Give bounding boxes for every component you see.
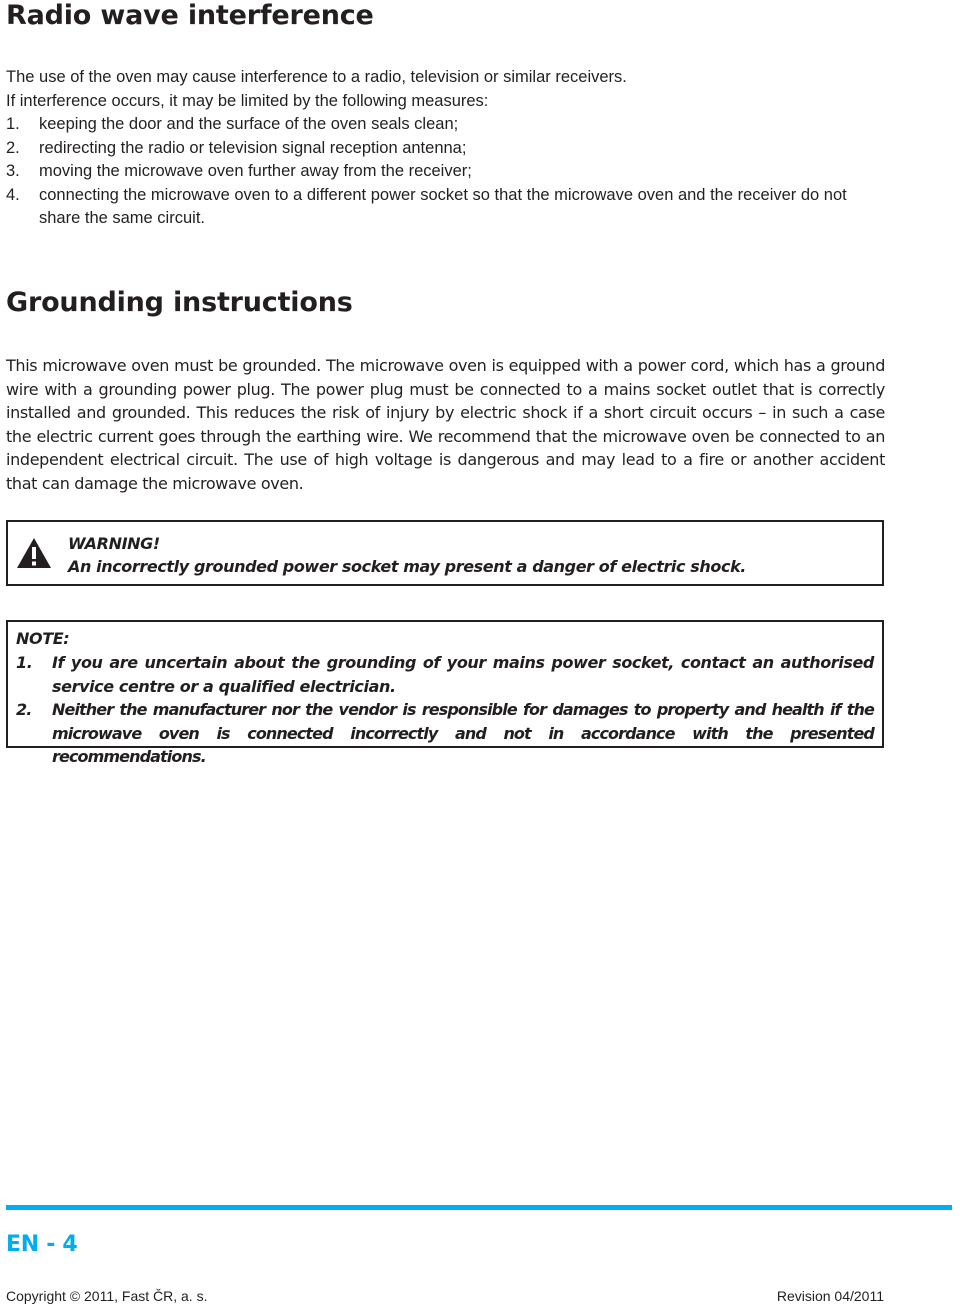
footer-divider (6, 1205, 952, 1210)
intro-line-2: If interference occurs, it may be limited by the following measures: (6, 91, 489, 110)
measure-number: 2. (6, 138, 20, 157)
intro-line-1: The use of the oven may cause interference to a radio, television or similar receivers. (6, 68, 627, 86)
note-list (16, 651, 874, 769)
measure-item (6, 160, 889, 184)
measure-text: connecting the microwave oven to a different power socket so that the microwave oven and the receiver do not share the same circuit. (39, 185, 847, 227)
copyright-notice: Copyright © 2011, Fast ČR, a. s. (6, 1288, 208, 1304)
measure-text: keeping the door and the surface of the oven seals clean; (39, 115, 459, 133)
measure-item (6, 184, 889, 231)
grounding-instructions-body: This microwave oven must be grounded. The microwave oven is equipped with a power cord, which has a ground wire with a grounding power plug. The power plug must be connected to a mains socket outlet that is correctly installed and grounded. This reduces the risk of injury by electric shock if a short circuit occurs – in such a case the electric current goes through the earthing wire. We recommend that the microwave oven be connected to an independent electrical circuit. The use of high voltage is dangerous and may lead to a fire or another accident that can damage the microwave oven. (6, 356, 885, 493)
measure-number: 1. (6, 115, 20, 133)
revision-label: Revision 04/2011 (776, 1288, 884, 1304)
measure-number: 4. (6, 185, 20, 204)
measure-item (6, 113, 889, 137)
page-number: EN - 4 (6, 1232, 78, 1257)
note-box (6, 620, 884, 766)
note-text: If you are uncertain about the grounding of your mains power socket, contact an authorised service centre or a qualified electrician. (52, 653, 874, 696)
note-item (16, 698, 874, 769)
note-number: 1. (16, 653, 33, 672)
measure-text: redirecting the radio or television signal reception antenna; (39, 138, 467, 157)
warning-triangle-icon (16, 537, 52, 569)
note-title: NOTE: (16, 629, 70, 648)
note-number: 2. (16, 700, 32, 719)
measure-text: moving the microwave oven further away from the receiver; (39, 162, 472, 180)
note-text: Neither the manufacturer nor the vendor is responsible for damages to property and health if the microwave oven is connected incorrectly and not in accordance with the presented recommendations. (52, 700, 874, 766)
measure-number: 3. (6, 162, 20, 180)
radio-interference-heading: Radio wave interference (6, 0, 374, 31)
warning-box (6, 520, 884, 586)
warning-title: WARNING! (68, 534, 160, 553)
warning-text: An incorrectly grounded power socket may present a danger of electric shock. (68, 557, 746, 576)
radio-interference-section (6, 66, 906, 231)
grounding-instructions-heading: Grounding instructions (6, 287, 353, 318)
interference-measures-list (6, 113, 906, 231)
measure-item (6, 137, 889, 161)
note-item (16, 651, 874, 698)
